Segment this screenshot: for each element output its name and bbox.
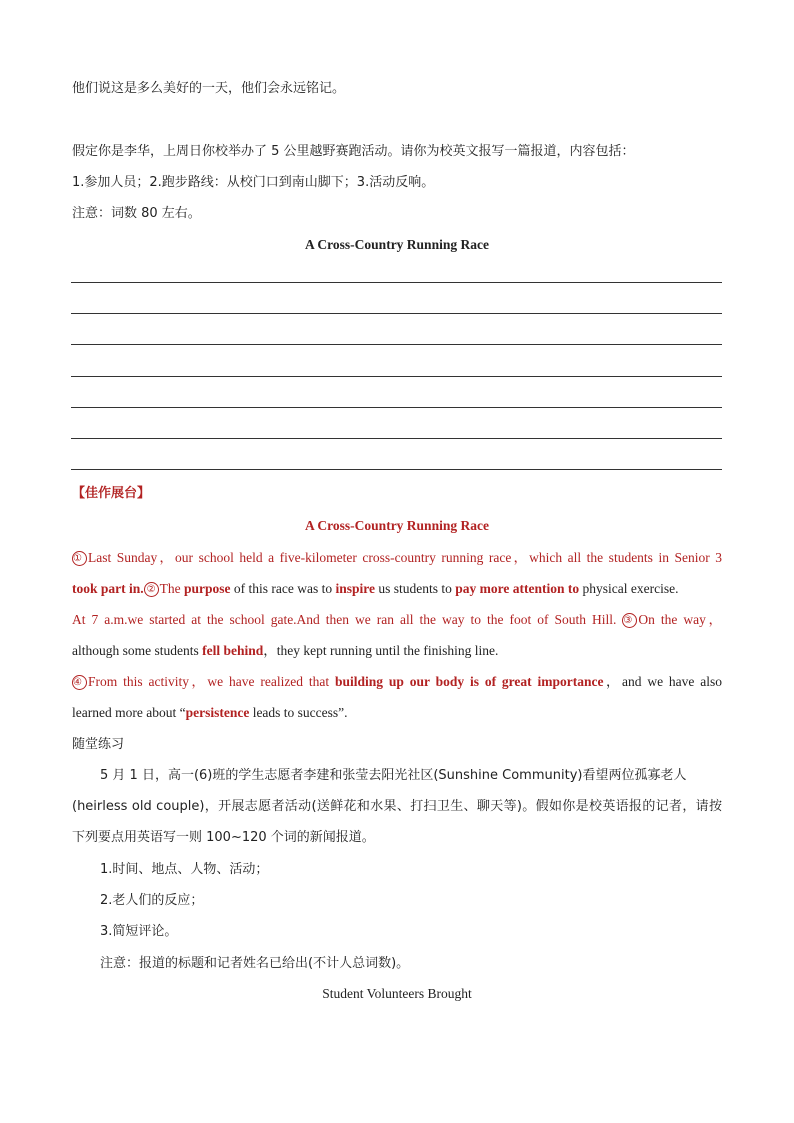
practice-item-1: 1.时间、地点、人物、活动；	[100, 862, 269, 877]
phrase-building-up: building up our body is of great importance	[335, 674, 604, 689]
showcase-line-4	[72, 642, 722, 660]
showcase-title: A Cross-Country Running Race	[305, 518, 489, 533]
practice-item-2: 2.老人们的反应；	[100, 893, 204, 908]
task-note: 注意：词数 80 左右。	[72, 206, 201, 221]
text-seg: At 7 a.m.we started at the school gate.And then we ran all the way to the foot of South Hill.	[72, 612, 623, 627]
showcase-line-5	[72, 673, 722, 691]
phrase-took-part-in: took part in.	[72, 581, 144, 596]
circle-marker-3: ③	[622, 613, 637, 628]
phrase-fell-behind: fell behind	[202, 643, 264, 658]
text-seg: ，and we have also	[603, 674, 722, 689]
text-seg: physical exercise.	[579, 581, 679, 596]
practice-item-3: 3.简短评论。	[100, 924, 178, 939]
task-prompt: 假定你是李华，上周日你校举办了 5 公里越野赛跑活动。请你为校英文报写一篇报道，内容包括：	[72, 144, 635, 159]
circle-marker-4: ④	[72, 675, 87, 690]
showcase-line-3	[72, 611, 722, 629]
word-persistence: persistence	[185, 705, 250, 720]
text-seg: of this race was to	[230, 581, 336, 596]
text-seg: leads to success”.	[249, 705, 348, 720]
showcase-line-6	[72, 704, 722, 722]
circle-marker-2: ②	[144, 582, 159, 597]
practice-para-1: 5 月 1 日，高一(6)班的学生志愿者李建和张莹去阳光社区(Sunshine Community)看望两位孤寡老人	[100, 768, 687, 783]
writing-line-4	[71, 376, 722, 377]
text-seg: ，they kept running until the finishing line.	[263, 643, 499, 658]
practice-title: Student Volunteers Brought	[322, 986, 472, 1001]
writing-line-6	[71, 438, 722, 439]
circle-marker-1: ①	[72, 551, 87, 566]
text-seg: although some students	[72, 643, 203, 658]
showcase-line-1	[72, 549, 722, 567]
task-points: 1.参加人员；2.跑步路线：从校门口到南山脚下；3.活动反响。	[72, 175, 435, 190]
writing-line-1	[71, 282, 722, 283]
phrase-pay-more-attention: pay more attention to	[455, 581, 580, 596]
practice-note: 注意：报道的标题和记者姓名已给出(不计人总词数)。	[100, 956, 410, 971]
text-seg: us students to	[375, 581, 456, 596]
writing-line-7	[71, 469, 722, 470]
showcase-header: 【佳作展台】	[72, 486, 151, 501]
task-title: A Cross-Country Running Race	[305, 237, 489, 252]
practice-para-2: (heirless old couple)，开展志愿者活动(送鲜花和水果、打扫卫生、聊天等)。假如你是校英语报的记者，请按	[72, 799, 722, 814]
word-purpose: purpose	[184, 581, 231, 596]
showcase-line-2	[72, 580, 722, 598]
word-inspire: inspire	[335, 581, 376, 596]
writing-line-3	[71, 344, 722, 345]
text-seg: From this activity，we have realized that	[88, 674, 335, 689]
intro-line: 他们说这是多么美好的一天，他们会永远铭记。	[72, 81, 346, 96]
text-seg: The	[159, 581, 185, 596]
writing-line-2	[71, 313, 722, 314]
practice-para-3: 下列要点用英语写一则 100~120 个词的新闻报道。	[72, 830, 375, 845]
writing-line-5	[71, 407, 722, 408]
text-seg: learned more about “	[72, 705, 186, 720]
practice-header: 随堂练习	[72, 737, 125, 752]
text-seg: On the way，	[638, 612, 722, 627]
text-seg: Last Sunday，our school held a five-kilometer cross-country running race，which all the students in Senior 3	[88, 550, 722, 565]
